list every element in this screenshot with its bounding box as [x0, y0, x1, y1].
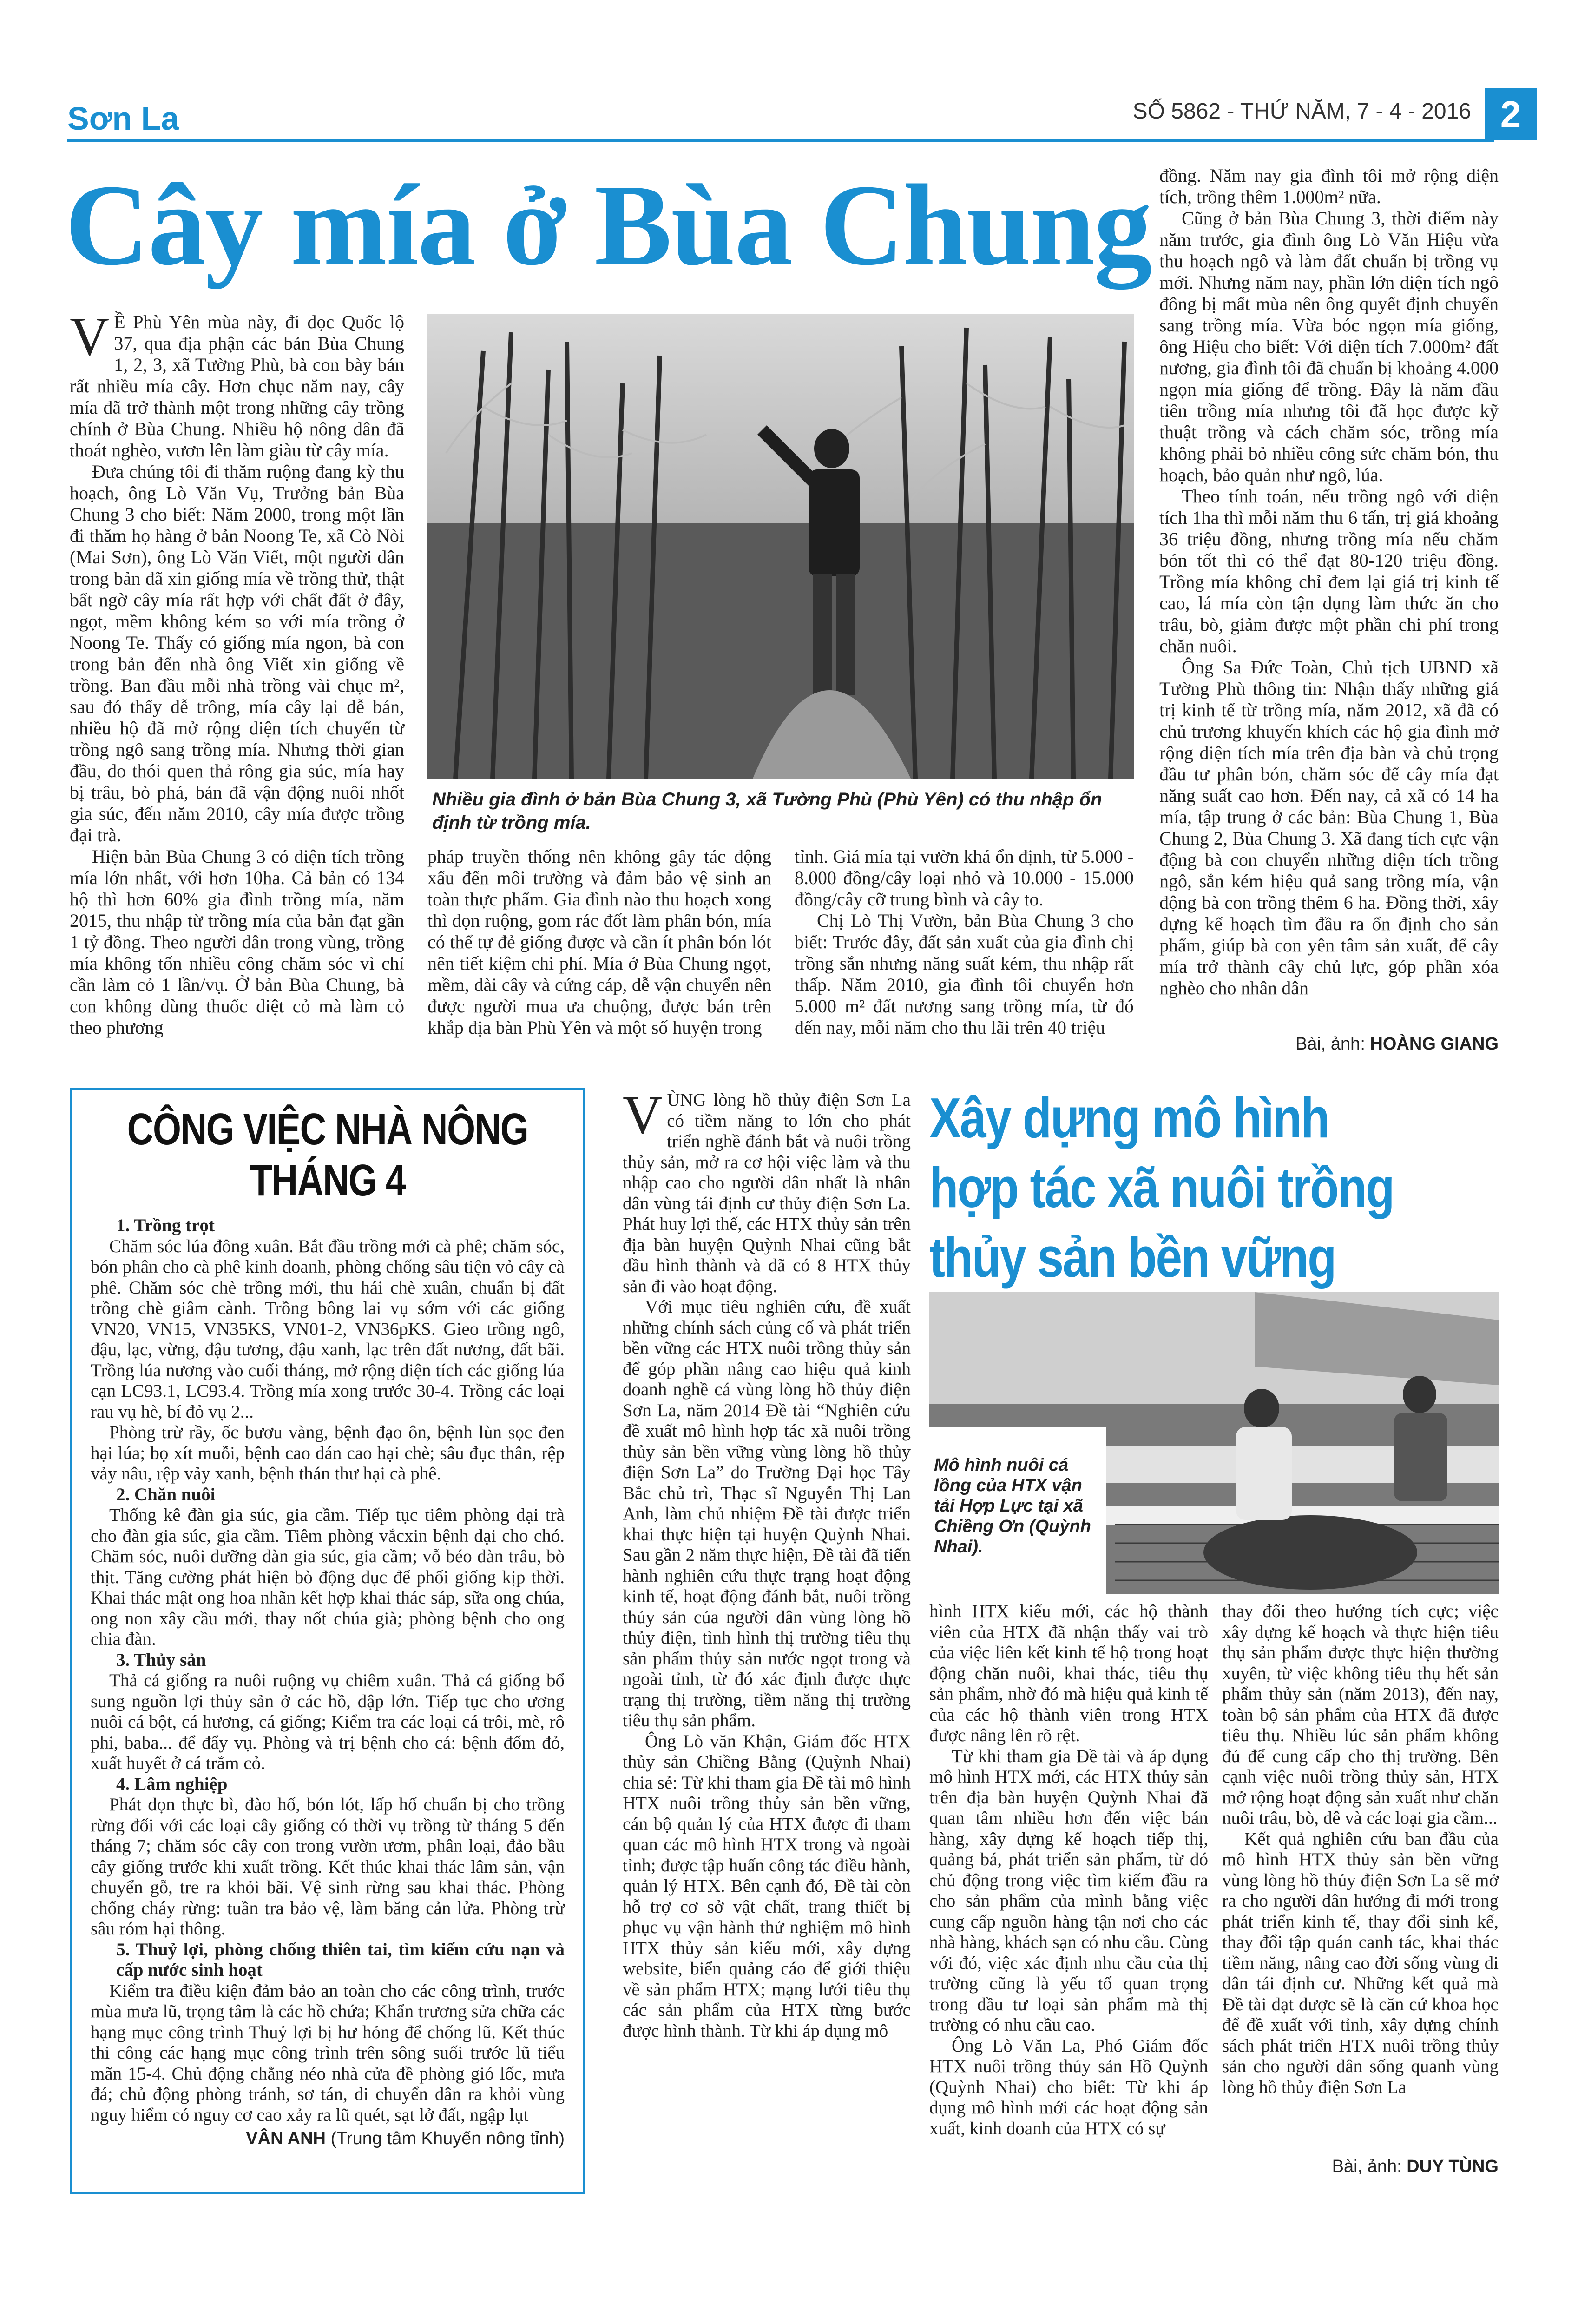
- article2-column-3: [1222, 1601, 1499, 2098]
- paragraph: Ề Phù Yên mùa này, đi dọc Quốc lộ 37, qua địa phận các bản Bùa Chung 1, 2, 3, xã Tường Phù, bà con bày bán rất nhiều mía cây. Hơn chục năm nay, cây mía đã trở thành một trong những cây trồng chính ở Bùa Chung. Nhiều hộ nông dân đã thoát nghèo, vươn lên làm giàu từ cây mía.: [70, 311, 404, 461]
- page-number: 2: [1485, 88, 1537, 140]
- farm-work-box: [70, 1088, 585, 2194]
- section-divider: [67, 139, 1494, 142]
- paragraph: Kết quả nghiên cứu ban đầu của mô hình HTX thủy sản bền vững vùng lòng hồ thủy điện Sơn La sẽ mở ra cho người dân hướng đi mới trong phát triển kinh tế, thay đổi sinh kế, thay đổi tập quán canh tác, khai thác tiềm năng, nâng cao đời sống vùng di dân tái định cư. Những kết quả mà Đề tài đạt được sẽ là căn cứ khoa học để đề xuất với tỉnh, xây dựng chính sách phát triển HTX nuôi trồng thủy sản cho người dân sống quanh vùng lòng hồ thủy điện Sơn La: [1222, 1829, 1499, 2097]
- sugarcane-photo-graphic: [427, 314, 1134, 779]
- paragraph: Kiểm tra điều kiện đảm bảo an toàn cho các công trình, trước mùa mưa lũ, trọng tâm là các hồ chứa; Khẩn trương sửa chữa các hạng mục công trình Thuỷ lợi bị hư hỏng để chống lũ. Kết thúc thi công các hạng mục công trình trên sông suối trước lũ tiểu mãn 15-4. Chủ động chằng néo nhà cửa đề phòng gió lốc, mưa đá; chủ động phòng tránh, sơ tán, di chuyển dân ra khỏi vùng nguy hiểm có nguy cơ cao xảy ra lũ quét, sạt lở đất, ngập lụt: [91, 1981, 565, 2125]
- box-heading: 2. Chăn nuôi: [116, 1484, 216, 1505]
- box-body: [72, 1215, 583, 2149]
- paragraph: pháp truyền thống nên không gây tác động xấu đến môi trường và đảm bảo vệ sinh an toàn thực phẩm. Gia đình nào thu hoạch xong thì dọn ruộng, gom rác đốt làm phân bón, mía có thể tự đẻ giống được và cần ít phân bón lót nên tiết kiệm chi phí. Mía ở Bùa Chung ngọt, mềm, dài cây và cứng cáp, dễ vận chuyển nên được người mua ưa chuộng, được bán trên khắp địa bàn Phù Yên và một số huyện trong: [427, 846, 771, 1038]
- article1-headline: Cây mía ở Bùa Chung: [65, 161, 1151, 290]
- paragraph: Ông Lò văn Khận, Giám đốc HTX thủy sản Chiềng Bằng (Quỳnh Nhai) chia sẻ: Từ khi tham gia Đề tài mô hình HTX nuôi trồng thủy sản bền vững, cán bộ quản lý của HTX được đi tham quan các mô hình HTX trong và ngoài tỉnh; được tập huấn công tác điều hành, quản lý HTX. Bên cạnh đó, Đề tài còn hỗ trợ cơ sở vật chất, trang thiết bị phục vụ vận hành thử nghiệm mô hình HTX thủy sản kiểu mới, xây dựng website, biển quảng cáo để giới thiệu về sản phẩm HTX; mạng lưới tiêu thụ các sản phẩm của HTX từng bước được hình thành. Từ khi áp dụng mô: [623, 1731, 911, 2041]
- paragraph: Thả cá giống ra nuôi ruộng vụ chiêm xuân. Thả cá giống bổ sung nguồn lợi thủy sản ở các hồ, đập lớn. Tiếp tục cho ương nuôi cá bột, cá hương, cá giống; Kiểm tra các loại cá trôi, mè, rô phi, baba... để đẩy vụ. Phòng và trị bệnh cho cá: bệnh đốm đỏ, xuất huyết ở cá trắm cỏ.: [91, 1670, 565, 1773]
- paragraph: Ông Lò Văn La, Phó Giám đốc HTX nuôi trồng thủy sản Hồ Quỳnh (Quỳnh Nhai) cho biết: Từ khi áp dụng mô hình mới các hoạt động sản xuất, kinh doanh của HTX có sự: [929, 2035, 1208, 2139]
- paragraph: Cũng ở bản Bùa Chung 3, thời điểm này năm trước, gia đình ông Lò Văn Hiệu vừa thu hoạch ngô và làm đất chuẩn bị trồng vụ mới. Nhưng năm nay, phần lớn diện tích ngô đông bị mất mùa nên ông quyết định chuyển sang trồng mía. Vừa bóc ngọn mía giống, ông Hiệu cho biết: Với diện tích 7.000m² đất nương, gia đình tôi đã chuẩn bị khoảng 4.000 ngọn mía giống để trồng. Đây là năm đầu tiên trồng mía nhưng tôi đã học được kỹ thuật trồng và cách chăm sóc, trồng mía không phải bỏ nhiều công sức chăm bón, thu hoạch, bảo quản như ngô, lúa.: [1159, 208, 1499, 485]
- article2-byline: Bài, ảnh: DUY TÙNG: [1332, 2157, 1499, 2176]
- paragraph: Thống kê đàn gia súc, gia cầm. Tiếp tục tiêm phòng dại trà cho đàn gia súc, gia cầm. Tiêm phòng vắcxin bệnh dại cho chó. Chăm sóc, nuôi dưỡng đàn gia súc, gia cầm; vỗ béo đàn trâu, bò thịt. Tăng cường phát hiện bò động dục để phối giống kịp thời. Khai thác mật ong hoa nhãn kết hợp khai thác sáp, sữa ong chúa, ong non xây cầu mới, thay nốt chúa già; phòng bệnh cho ong chia đàn.: [91, 1505, 565, 1649]
- article2-headline: Xây dựng mô hình hợp tác xã nuôi trồng thủy sản bền vững: [929, 1086, 1394, 1289]
- article2-column-2: [929, 1601, 1208, 2139]
- photo1-caption: Nhiều gia đình ở bản Bùa Chung 3, xã Tường Phù (Phù Yên) có thu nhập ổn định từ trồng mía.: [432, 789, 1102, 833]
- box-title: CÔNG VIỆC NHÀ NÔNG THÁNG 4: [127, 1104, 528, 1205]
- sugarcane-photo: [427, 314, 1134, 779]
- paragraph: thay đổi theo hướng tích cực; việc xây dựng kế hoạch và thực hiện tiêu thụ sản phẩm được thực hiện thường xuyên, từ việc không tiêu thụ hết sản phẩm thủy sản (năm 2013), đến nay, toàn bộ sản phẩm của HTX đã được tiêu thụ. Nhiều lúc sản phẩm không đủ để cung cấp cho thị trường. Bên cạnh việc nuôi trồng thủy sản, HTX mở rộng hoạt động sản xuất như chăn nuôi trâu, bò, dê và các loại gia cầm...: [1222, 1601, 1499, 1828]
- dropcap: V: [70, 306, 110, 367]
- paragraph: Theo tính toán, nếu trồng ngô với diện tích 1ha thì mỗi năm thu 6 tấn, trị giá khoảng 36 triệu đồng, nhưng trồng mía nếu chăm bón tốt thì có thể đạt 80-120 triệu đồng. Trồng mía không chỉ đem lại giá trị kinh tế cao, lá mía còn tận dụng làm thức ăn cho trâu, bò, giảm được một phần chi phí trong chăn nuôi.: [1159, 486, 1499, 656]
- paragraph: Phòng trừ rầy, ốc bươu vàng, bệnh đạo ôn, bệnh lùn sọc đen hại lúa; bọ xít muỗi, bệnh cao dán cao hại chè; sâu đục thân, rệp vảy nâu, rệp vảy xanh, bệnh thán thư hại cà phê.: [91, 1422, 565, 1484]
- paragraph: ÙNG lòng hồ thủy điện Sơn La có tiềm năng to lớn cho phát triển nghề đánh bắt và nuôi trồng thủy sản, mở ra cơ hội việc làm và thu nhập cao cho người dân nhất là nhân dân vùng tái định cư thủy điện Sơn La. Phát huy lợi thế, các HTX thủy sản trên địa bàn huyện Quỳnh Nhai cũng bắt đầu hình thành và đã có 8 HTX thủy sản đi vào hoạt động.: [623, 1090, 911, 1296]
- paragraph: Chăm sóc lúa đông xuân. Bắt đầu trồng mới cà phê; chăm sóc, bón phân cho cà phê kinh doanh, phòng chống sâu tiện vỏ cây cà phê. Chăm sóc chè trồng mới, thu hái chè xuân, chuẩn bị đất trồng chè giâm cành. Trồng bông lai vụ sớm với các giống VN20, VN15, VN35KS, VN01-2, VN36pKS. Gieo trồng ngô, đậu, lạc, vừng, đậu tương, đậu xanh, lạc trên đất nương, đất bãi. Trồng lúa nương vào cuối tháng, mở rộng diện tích các giống lúa cạn LC93.1, LC93.4. Trồng mía xong trước 30-4. Trồng các loại rau vụ hè, bí đỏ vụ 2...: [91, 1236, 565, 1422]
- article2-column-1: [623, 1084, 911, 2041]
- article1-byline: Bài, ảnh: HOÀNG GIANG: [1295, 1034, 1499, 1054]
- article1-column-2: [427, 846, 771, 1038]
- paragraph: Với mục tiêu nghiên cứu, đề xuất những chính sách củng cố và phát triển bền vững các HTX nuôi trồng thủy sản để góp phần nâng cao hiệu quả kinh doanh nghề cá vùng lòng hồ thủy điện Sơn La, năm 2014 Đề tài “Nghiên cứu đề xuất mô hình hợp tác xã nuôi trồng thủy sản bền vững vùng lòng hồ thủy điện Sơn La” do Trường Đại học Tây Bắc chủ trì, Thạc sĩ Nguyễn Thị Lan Anh, làm chủ nhiệm Đề tài được triển khai thực hiện tại huyện Quỳnh Nhai. Sau gần 2 năm thực hiện, Đề tài đã tiến hành nghiên cứu thực trạng hoạt động kinh tế, hoạt động đánh bắt, nuôi trồng thủy sản của người dân vùng lòng hồ thủy điện, tình hình thị trường tiêu thụ sản phẩm thủy sản nước ngọt trong và ngoài tỉnh, từ đó xác định được thực trạng thị trường, tiềm năng thị trường tiêu thụ sản phẩm.: [623, 1297, 911, 1730]
- paragraph: tỉnh. Giá mía tại vườn khá ổn định, từ 5.000 - 8.000 đồng/cây loại nhỏ và 10.000 - 15.000 đồng/cây cỡ trung bình và cây to.: [795, 846, 1134, 910]
- paragraph: đồng. Năm nay gia đình tôi mở rộng diện tích, trồng thêm 1.000m² nữa.: [1159, 165, 1499, 207]
- paragraph: Phát dọn thực bì, đào hố, bón lót, lấp hố chuẩn bị cho trồng rừng đối với các loại cây giống có thời vụ trồng từ tháng 5 đến tháng 7; chăm sóc cây con trong vườn ươm, phân loại, đảo bầu cây giống trước khi xuất trồng. Kết thúc khai thác lâm sản, vận chuyển gỗ, tre ra khỏi bãi. Vệ sinh rừng sau khai thác. Phòng chống cháy rừng: tuần tra bảo vệ, làm băng cản lửa. Phòng trừ sâu róm hại thông.: [91, 1795, 565, 1939]
- article1-column-1: [70, 306, 404, 1038]
- paragraph: Từ khi tham gia Đề tài và áp dụng mô hình HTX mới, các HTX thủy sản trên địa bàn huyện Quỳnh Nhai đã quan tâm nhiều hơn đến việc bán hàng, xây dựng kế hoạch tiếp thị, quảng bá, phát triển sản phẩm, từ đó chủ động trong việc tìm kiếm đầu ra cho sản phẩm của mình bằng việc cung cấp nguồn hàng tận nơi cho các nhà hàng, khách sạn có nhu cầu. Cùng với đó, việc xác định nhu cầu của thị trường cũng là yếu tố quan trọng trong đầu tư loại sản phẩm mà thị trường có nhu cầu cao.: [929, 1746, 1208, 2035]
- dropcap: V: [623, 1084, 663, 1145]
- box-heading: 1. Trồng trọt: [116, 1215, 215, 1235]
- paragraph: Đưa chúng tôi đi thăm ruộng đang kỳ thu hoạch, ông Lò Văn Vụ, Trưởng bản Bùa Chung 3 cho biết: Năm 2000, trong một lần đi thăm họ hàng ở bản Noong Te, xã Cò Nòi (Mai Sơn), ông Lò Văn Viết, một người dân trong bản đã xin giống mía về trồng thử, thật bất ngờ cây mía rất hợp với chất đất ở đây, ngọt, mềm không kém so với mía trồng ở Noong Te. Thấy có giống mía ngon, bà con trong bản đến nhà ông Viết xin giống về trồng. Ban đầu mỗi nhà trồng vài chục m², sau đó thấy dễ trồng, mía cây lại dễ bán, nhiều hộ đã mở rộng diện tích chuyển từ trồng ngô sang trồng mía. Nhưng thời gian đầu, do thói quen thả rông gia súc, mía hay bị trâu, bò phá, bản đã vận động nuôi nhốt gia súc, đến năm 2010, cây mía được trồng đại trà.: [70, 461, 404, 845]
- box-heading: 3. Thủy sản: [116, 1650, 206, 1670]
- box-byline: VÂN ANH (Trung tâm Khuyến nông tỉnh): [246, 2129, 565, 2148]
- photo2-caption: Mô hình nuôi cá lồng của HTX vận tải Hợp Lực tại xã Chiềng Ơn (Quỳnh Nhai).: [934, 1455, 1091, 1557]
- article1-column-3: [795, 846, 1134, 1038]
- box-heading: 4. Lâm nghiệp: [116, 1774, 228, 1794]
- box-heading: 5. Thuỷ lợi, phòng chống thiên tai, tìm kiếm cứu nạn và cấp nước sinh hoạt: [116, 1939, 565, 1980]
- paragraph: Hiện bản Bùa Chung 3 có diện tích trồng mía lớn nhất, với hơn 10ha. Cả bản có 134 hộ thì hơn 60% gia đình trồng mía, năm 2015, thu nhập từ trồng mía của bản đạt gần 1 tỷ đồng. Theo người dân trong vùng, trồng mía không tốn nhiều công chăm sóc vì chỉ cần làm cỏ 1 lần/vụ. Ở bản Bùa Chung, bà con không dùng thuốc diệt cỏ mà làm cỏ theo phương: [70, 846, 404, 1038]
- issue-info: SỐ 5862 - THỨ NĂM, 7 - 4 - 2016: [1132, 99, 1471, 124]
- paragraph: Ông Sa Đức Toàn, Chủ tịch UBND xã Tường Phù thông tin: Nhận thấy những giá trị kinh tế từ trồng mía, năm 2012, xã đã có chủ trương khuyến khích các hộ gia đình mở rộng diện tích mía trên địa bàn và chủ trọng đầu tư phân bón, chăm sóc để cây mía đạt năng suất cao hơn. Đến nay, cả xã có 14 ha mía, tập trung ở các bản: Bùa Chung 1, Bùa Chung 2, Bùa Chung 3. Xã đang tích cực vận động bà con chuyển những diện tích trồng ngô, sắn kém hiệu quả sang trồng mía, vận động bà con trồng thêm 6 ha. Đồng thời, xây dựng kế hoạch tìm đầu ra ổn định cho sản phẩm, giúp bà con yên tâm sản xuất, để cây mía trở thành cây chủ lực, góp phần xóa nghèo cho nhân dân: [1159, 657, 1499, 998]
- paragraph: Chị Lò Thị Vườn, bản Bùa Chung 3 cho biết: Trước đây, đất sản xuất của gia đình chị trồng sắn nhưng năng suất kém, thu nhập rất thấp. Năm 2010, gia đình tôi chuyển hơn 5.000 m² đất nương sang trồng mía, từ đó đến nay, mỗi năm cho thu lãi trên 40 triệu: [795, 910, 1134, 1038]
- section-label: Sơn La: [67, 100, 179, 137]
- paragraph: hình HTX kiểu mới, các hộ thành viên của HTX đã nhận thấy vai trò của việc liên kết kinh tế hộ trong hoạt động chăn nuôi, khai thác, tiêu thụ sản phẩm, nhờ đó mà hiệu quả kinh tế của các hộ thành viên trong HTX được nâng lên rõ rệt.: [929, 1601, 1208, 1745]
- article1-column-4: [1159, 165, 1499, 999]
